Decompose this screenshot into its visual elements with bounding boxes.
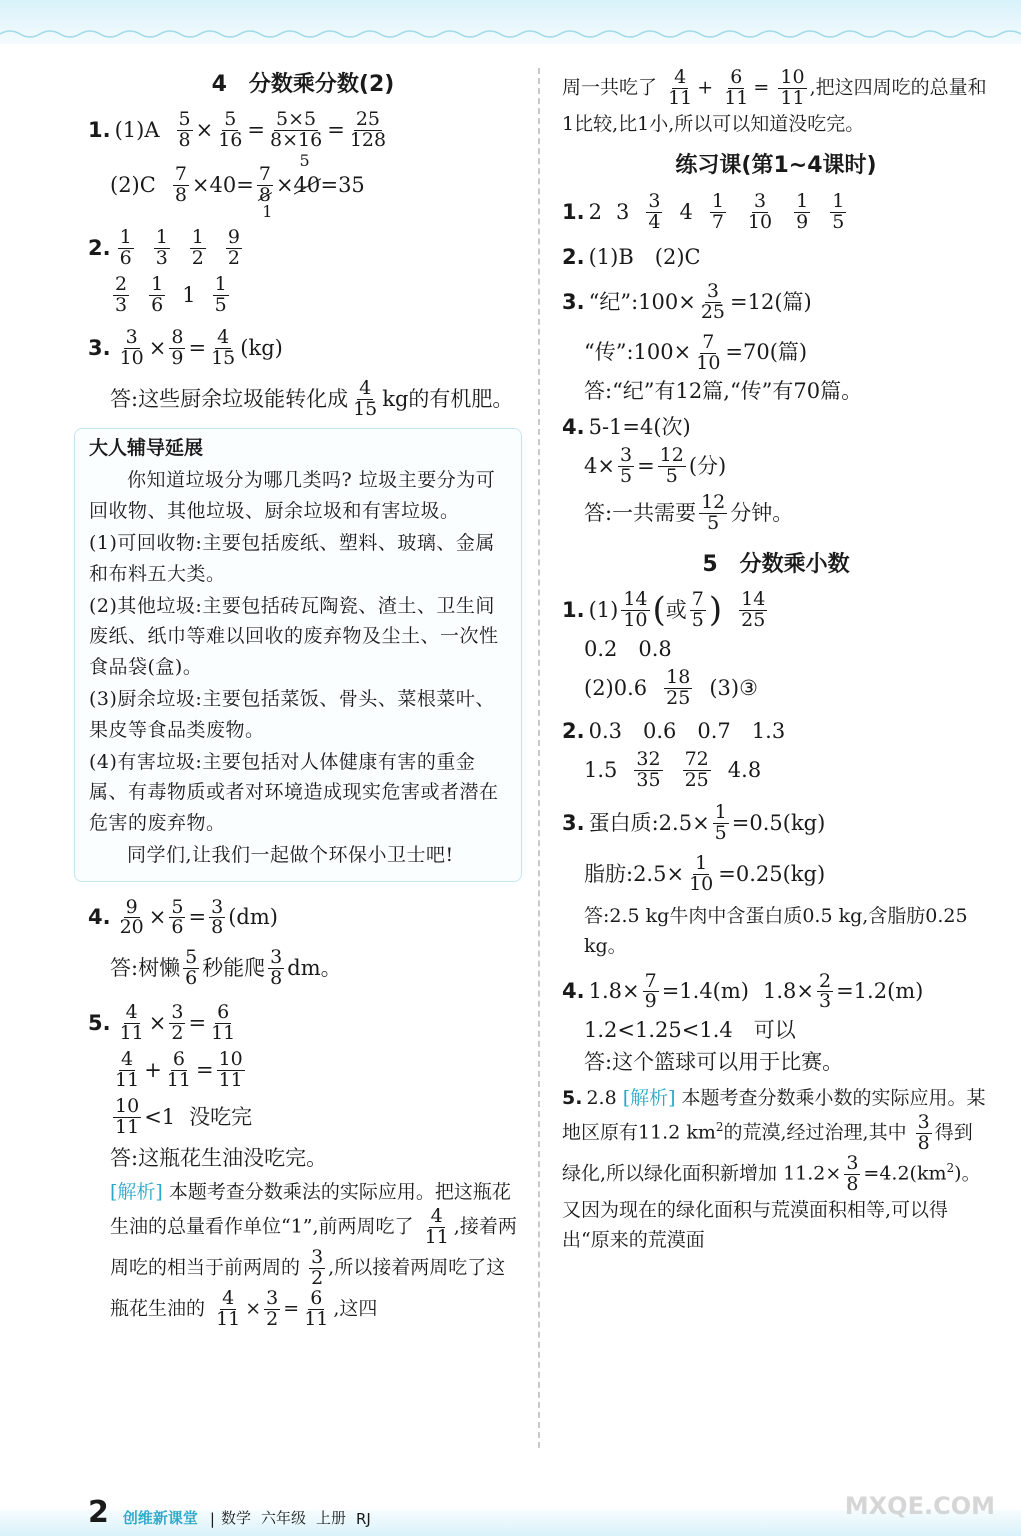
- q3-answer-unit: kg的有机肥。: [382, 386, 514, 411]
- fraction: $\frac{12}{5}$: [659, 443, 684, 487]
- guide-paragraph: 同学们,让我们一起做个环保小卫士吧!: [127, 844, 454, 867]
- fraction: $\frac{7}{8}$: [174, 163, 187, 207]
- fraction: $\frac{1}{9}$: [796, 189, 809, 233]
- analysis-tag: [解析]: [110, 1181, 163, 1204]
- q3-answer: [88, 376, 518, 420]
- guide-paragraph: 你知道垃圾分为哪几类吗? 垃圾主要分为可回收物、其他垃圾、厨余垃圾和有害垃圾。: [89, 469, 496, 522]
- parent-guide-box: [74, 428, 522, 882]
- r4-text: =1.2(m): [836, 979, 924, 1004]
- analysis-text: 本题考查分数乘法的实际应用。把这瓶花生油的总量看作单位“1”,前两周吃了: [110, 1181, 511, 1238]
- fraction: $\frac{4}{11}$: [119, 1001, 144, 1045]
- fraction: $\frac{1}{5}$: [214, 273, 227, 316]
- section-title-practice: 练习课(第1~4课时): [675, 153, 877, 179]
- fraction: $\frac{3}{5}$: [619, 443, 633, 487]
- p4-number: 4.: [562, 414, 585, 439]
- q4-number: 4.: [88, 905, 111, 930]
- footer-grade: 六年级: [260, 1509, 306, 1527]
- fraction: $\frac{5}{8}$: [178, 108, 191, 152]
- r3-text: =0.25(kg): [718, 861, 826, 886]
- fraction: $\frac{4}{15}$: [211, 325, 236, 369]
- analysis-text: ,接着两周吃的相当于前两周的: [110, 1215, 517, 1279]
- r4-answer: [562, 1050, 990, 1075]
- q4-answer-text: 秒能爬: [202, 956, 266, 981]
- q2-row2: $\frac{2}{3}$ $\frac{1}{6}$ 1 $\frac{1}{5}$: [115, 273, 227, 316]
- r4-text: 1.2<1.25<1.4 可以: [584, 1018, 796, 1043]
- column-divider: [538, 68, 540, 1448]
- fraction: $\frac{8}{9}$: [171, 325, 184, 369]
- brand-name: 创维新课堂: [122, 1509, 198, 1527]
- q4-answer-text: dm。: [287, 956, 342, 981]
- q5-row1: 5. $\frac{4}{11}$ × $\frac{3}{2}$ = $\frac{6}{11}$: [88, 1001, 236, 1045]
- q3-row: 3. $\frac{3}{10}$ × $\frac{8}{9}$ = $\frac{4}{15}$ (kg): [88, 325, 283, 369]
- r3-row1: [562, 800, 990, 844]
- wave-decoration: [0, 28, 1021, 40]
- r1-text: 或: [665, 597, 687, 622]
- page-footer: 2 创维新课堂 | 数学 六年级 上册 RJ: [88, 1495, 371, 1530]
- p3-number: 3.: [562, 289, 585, 314]
- fraction: $\frac{3}{8}$: [211, 895, 224, 939]
- q4-answer-text: 答:树懒: [110, 956, 181, 981]
- p3-text: =12(篇): [730, 289, 812, 314]
- analysis-text: 得到绿化,所以绿化面积新增加: [562, 1121, 973, 1185]
- header-band: [0, 0, 1021, 44]
- analysis-text: ,把这四周吃的总量和1比较,比1小,所以可以知道没吃完。: [562, 76, 987, 135]
- fraction: $\frac{4}{11}$: [115, 1048, 140, 1092]
- fraction: $\frac{14}{10}$: [623, 587, 648, 631]
- r1-row3: [562, 668, 990, 709]
- q3-number: 3.: [88, 335, 111, 360]
- fraction: $\frac{4}{11}$: [668, 66, 693, 109]
- r5-value: 2.8: [586, 1086, 617, 1109]
- r2-text: 4.8: [727, 757, 762, 782]
- r4-text: 1.8×: [762, 979, 814, 1004]
- r3-answer: 答:2.5 kg牛肉中含蛋白质0.5 kg,含脂肪0.25 kg。: [584, 904, 968, 958]
- p1-number: 1.: [562, 199, 585, 224]
- q2-row1: [88, 228, 518, 269]
- fraction: $\frac{10}{11}$: [218, 1048, 243, 1092]
- q4-answer: [88, 948, 518, 989]
- q4-unit: (dm): [228, 905, 278, 930]
- guide-paragraph: (3)厨余垃圾:主要包括菜饭、骨头、菜根菜叶、果皮等食品类废物。: [89, 688, 495, 741]
- r4-number: 4.: [562, 979, 585, 1004]
- fraction: $\frac{3}{2}$: [266, 1287, 279, 1331]
- fraction: $\frac{72}{25}$: [684, 748, 709, 792]
- fraction: $\frac{1}{10}$: [689, 851, 714, 895]
- r2-text: 1.5: [584, 757, 618, 782]
- r3-text: 脂肪:2.5×: [584, 861, 685, 886]
- q5-row2: $\frac{4}{11}$ + $\frac{6}{11}$ = $\frac{10}{11}$: [115, 1048, 243, 1092]
- q5-answer: [88, 1146, 518, 1171]
- r1-row1: 1. (1) $\frac{14}{10}$ ( 或 $\frac{7}{5}$ ) $\frac{14}{25}$: [562, 587, 766, 631]
- p4-text: (分): [688, 453, 727, 478]
- q1-c-row: (2)C $\frac{7}{8}$ ×40= $\frac{7}{8}$ × 40 5 1 =35: [110, 151, 365, 222]
- fraction: $\frac{1}{3}$: [155, 226, 168, 270]
- analysis-text: 11.2×: [783, 1162, 842, 1185]
- r3-text: =0.5(kg): [731, 810, 826, 835]
- r3-row2: [562, 851, 990, 895]
- p2-number: 2.: [562, 244, 585, 269]
- fraction: $\frac{3}{8}$: [917, 1111, 930, 1155]
- q3-answer-text: 答:这些厨余垃圾能转化成: [110, 386, 349, 411]
- r3-number: 3.: [562, 810, 585, 835]
- analysis-text: 本题考查分数乘小数的实际应用。某地区原有11.2 km: [562, 1086, 986, 1144]
- footer-volume: 上册: [315, 1509, 346, 1527]
- p3-text: “纪”:100×: [588, 289, 696, 314]
- p4-answer: [562, 490, 990, 534]
- fraction: $\frac{7}{5}$: [691, 587, 704, 631]
- fraction: $\frac{5\times 5}{8\times 16}$: [270, 108, 323, 152]
- r2-row1: [562, 719, 990, 744]
- fraction: $\frac{6}{11}$: [166, 1048, 191, 1092]
- p4-text: 4×: [584, 453, 615, 478]
- p3-answer-text: 答:“纪”有12篇,“传”有70篇。: [584, 379, 863, 404]
- fraction: $\frac{1}{2}$: [191, 226, 204, 270]
- fraction: $\frac{25}{128}$: [349, 108, 387, 152]
- q1-a-row: 1. (1)A $\frac{5}{8}$ × $\frac{5}{16}$ = $\frac{5\times 5}{8\times 16}$ = $\frac{25}{128}$: [88, 108, 387, 152]
- p3-text: “传”:100×: [584, 340, 692, 365]
- parent-guide-heading: 大人辅导延展: [89, 436, 204, 459]
- fraction: $\frac{6}{11}$: [724, 66, 749, 109]
- r2-row2: [562, 750, 990, 791]
- fraction: $\frac{18}{25}$: [666, 666, 691, 709]
- q5-row3: [88, 1097, 518, 1138]
- p4-answer-text: 答:一共需要: [584, 500, 697, 525]
- r4-row1: [562, 969, 990, 1013]
- r4-text: 1.8×: [588, 979, 640, 1004]
- fraction: $\frac{4}{11}$: [424, 1205, 449, 1249]
- r1-text: (1): [588, 597, 619, 622]
- p1-value: 2: [588, 199, 602, 224]
- fraction: $\frac{4}{15}$: [353, 376, 378, 420]
- guide-paragraph: (4)有害垃圾:主要包括对人体健康有害的重金属、有毒物质或者对环境造成现实危害或者潜在危害的废弃物。: [89, 750, 499, 834]
- fraction: $\frac{6}{11}$: [304, 1287, 329, 1331]
- footer-edition: RJ: [356, 1510, 371, 1528]
- analysis-text: =4.2(km: [863, 1162, 947, 1185]
- r3-text: 蛋白质:2.5×: [588, 810, 710, 835]
- r1-text: 0.2 0.8: [584, 636, 672, 661]
- fraction: $\frac{7}{9}$: [644, 969, 657, 1013]
- fraction: $\frac{3}{2}$: [171, 1001, 184, 1045]
- q5-note: 没吃完: [189, 1104, 253, 1129]
- q2-number: 2.: [88, 235, 111, 260]
- fraction: $\frac{32}{35}$: [636, 748, 661, 792]
- q5-number: 5.: [88, 1011, 111, 1036]
- fraction: $\frac{1}{6}$: [151, 273, 164, 316]
- page-number: 2: [88, 1495, 109, 1530]
- fraction: $\frac{3}{2}$: [311, 1246, 324, 1290]
- r1-row2: [562, 637, 990, 662]
- continued-analysis: 周一共吃了 $\frac{4}{11}$ + $\frac{6}{11}$ = $\frac{10}{11}$ ,把这四周吃的总量和1比较,比1小,所以可以知道没吃完。: [562, 66, 987, 135]
- fraction: $\frac{5}{6}$: [185, 946, 198, 990]
- fraction: $\frac{10}{11}$: [115, 1095, 140, 1138]
- q1-a-label: (1)A: [114, 118, 160, 143]
- p3-row1: [562, 279, 990, 323]
- fraction: $\frac{1}{5}$: [832, 189, 845, 233]
- fraction: $\frac{2}{3}$: [818, 969, 832, 1013]
- analysis-text: 的荒漠,经过治理,其中: [723, 1121, 907, 1144]
- fraction: $\frac{9}{2}$: [227, 226, 240, 270]
- analysis-text: 周一共吃了: [562, 76, 658, 99]
- r4-text: =1.4(m): [661, 979, 749, 1004]
- fraction: $\frac{3}{10}$: [747, 189, 773, 233]
- analysis-text: ,所以接着两周吃了这瓶花生油的: [110, 1256, 506, 1320]
- p4-answer-text: 分钟。: [730, 500, 794, 525]
- p3-row2: [562, 330, 990, 374]
- fraction: $\frac{3}{8}$: [846, 1152, 859, 1195]
- p2-text: (1)B (2)C: [588, 244, 701, 269]
- fraction: $\frac{5}{6}$: [171, 895, 184, 939]
- r1-text: (3)③: [709, 675, 758, 700]
- r5-analysis: 5. 2.8 [解析] 本题考查分数乘小数的实际应用。某地区原有11.2 $km^2$的荒漠,经过治理,其中 $\frac{3}{8}$ 得到绿化,所以绿化面积新增加 11.2× $\frac{3}{8}$ $=4.2(km^2)$。又因为现在的绿化面积与荒漠面积相等,可以得出“原来的荒漠面: [562, 1086, 986, 1252]
- p4-row1: [562, 415, 990, 440]
- r1-number: 1.: [562, 597, 585, 622]
- right-column: [562, 68, 990, 1260]
- q5-analysis: [解析] 本题考查分数乘法的实际应用。把这瓶花生油的总量看作单位“1”,前两周吃了 $\frac{4}{11}$ ,接着两周吃的相当于前两周的 $\frac{3}{2}$ ,所以接着两周吃了这瓶花生油的 $\frac{4}{11}$ × $\frac{3}{2}$ = $\frac{6}{11}$ ,这四: [110, 1181, 517, 1331]
- q1-number: 1.: [88, 118, 111, 143]
- p4-text: 5-1=4(次): [588, 414, 691, 439]
- watermark: MXQE.COM: [844, 1492, 995, 1520]
- footer-subject: 数学: [220, 1509, 251, 1527]
- p3-answer: [562, 379, 990, 404]
- q1-c-label: (2)C: [110, 173, 156, 198]
- fraction: $\frac{3}{4}$: [648, 189, 661, 233]
- left-column: [88, 68, 518, 1334]
- fraction: $\frac{3}{25}$: [700, 279, 726, 323]
- r4-answer-text: 答:这个篮球可以用于比赛。: [584, 1049, 844, 1074]
- r1-text: (2)0.6: [584, 675, 648, 700]
- r4-row2: [562, 1018, 990, 1043]
- fraction: $\frac{1}{5}$: [714, 800, 727, 844]
- analysis-text: )。又因为现在的绿化面积与荒漠面积相等,可以得出“原来的荒漠面: [562, 1162, 981, 1252]
- r2-text: 0.3 0.6 0.7 1.3: [588, 718, 786, 743]
- fraction: $\frac{1}{6}$: [119, 226, 132, 270]
- q5-compare: <1: [144, 1104, 176, 1129]
- guide-paragraph: (2)其他垃圾:主要包括砖瓦陶瓷、渣土、卫生间废纸、纸巾等难以回收的废弃物及尘土、一次性食品袋(盒)。: [89, 595, 499, 678]
- fraction: $\frac{14}{25}$: [741, 587, 766, 631]
- q5-answer-text: 答:这瓶花生油没吃完。: [110, 1145, 328, 1170]
- fraction: $\frac{5}{16}$: [218, 108, 243, 152]
- fraction: $\frac{1}{7}$: [711, 189, 724, 233]
- fraction: $\frac{7}{10}$: [696, 330, 721, 374]
- fraction: $\frac{12}{5}$: [701, 490, 726, 534]
- guide-paragraph: (1)可回收物:主要包括废纸、塑料、玻璃、金属和布料五大类。: [89, 532, 495, 585]
- r2-number: 2.: [562, 718, 585, 743]
- fraction: $\frac{2}{3}$: [115, 273, 128, 316]
- fraction: $\frac{4}{11}$: [216, 1287, 241, 1331]
- fraction: $\frac{7}{8}$: [258, 163, 271, 207]
- r5-number: 5.: [562, 1086, 583, 1109]
- analysis-tag: [解析]: [622, 1086, 676, 1109]
- section-title-4: 4 分数乘分数(2): [211, 72, 395, 97]
- fraction: $\frac{9}{20}$: [119, 895, 144, 939]
- p2-row: [562, 245, 990, 270]
- fraction: $\frac{10}{11}$: [780, 66, 805, 109]
- p1-value: 3: [615, 199, 630, 224]
- section-title-5: 5 分数乘小数: [702, 551, 850, 577]
- p4-row2: 4× $\frac{3}{5}$ = $\frac{12}{5}$ (分): [584, 443, 727, 487]
- p1-value: 4: [679, 199, 693, 224]
- analysis-text: ,这四: [333, 1297, 378, 1320]
- fraction: $\frac{3}{10}$: [119, 325, 144, 369]
- p3-text: =70(篇): [725, 340, 808, 365]
- q3-unit: (kg): [240, 335, 283, 360]
- fraction: $\frac{3}{8}$: [270, 946, 283, 990]
- fraction: $\frac{6}{11}$: [211, 1001, 236, 1045]
- q4-row: 4. $\frac{9}{20}$ × $\frac{5}{6}$ = $\frac{3}{8}$ (dm): [88, 895, 278, 939]
- p1-row: [562, 189, 990, 233]
